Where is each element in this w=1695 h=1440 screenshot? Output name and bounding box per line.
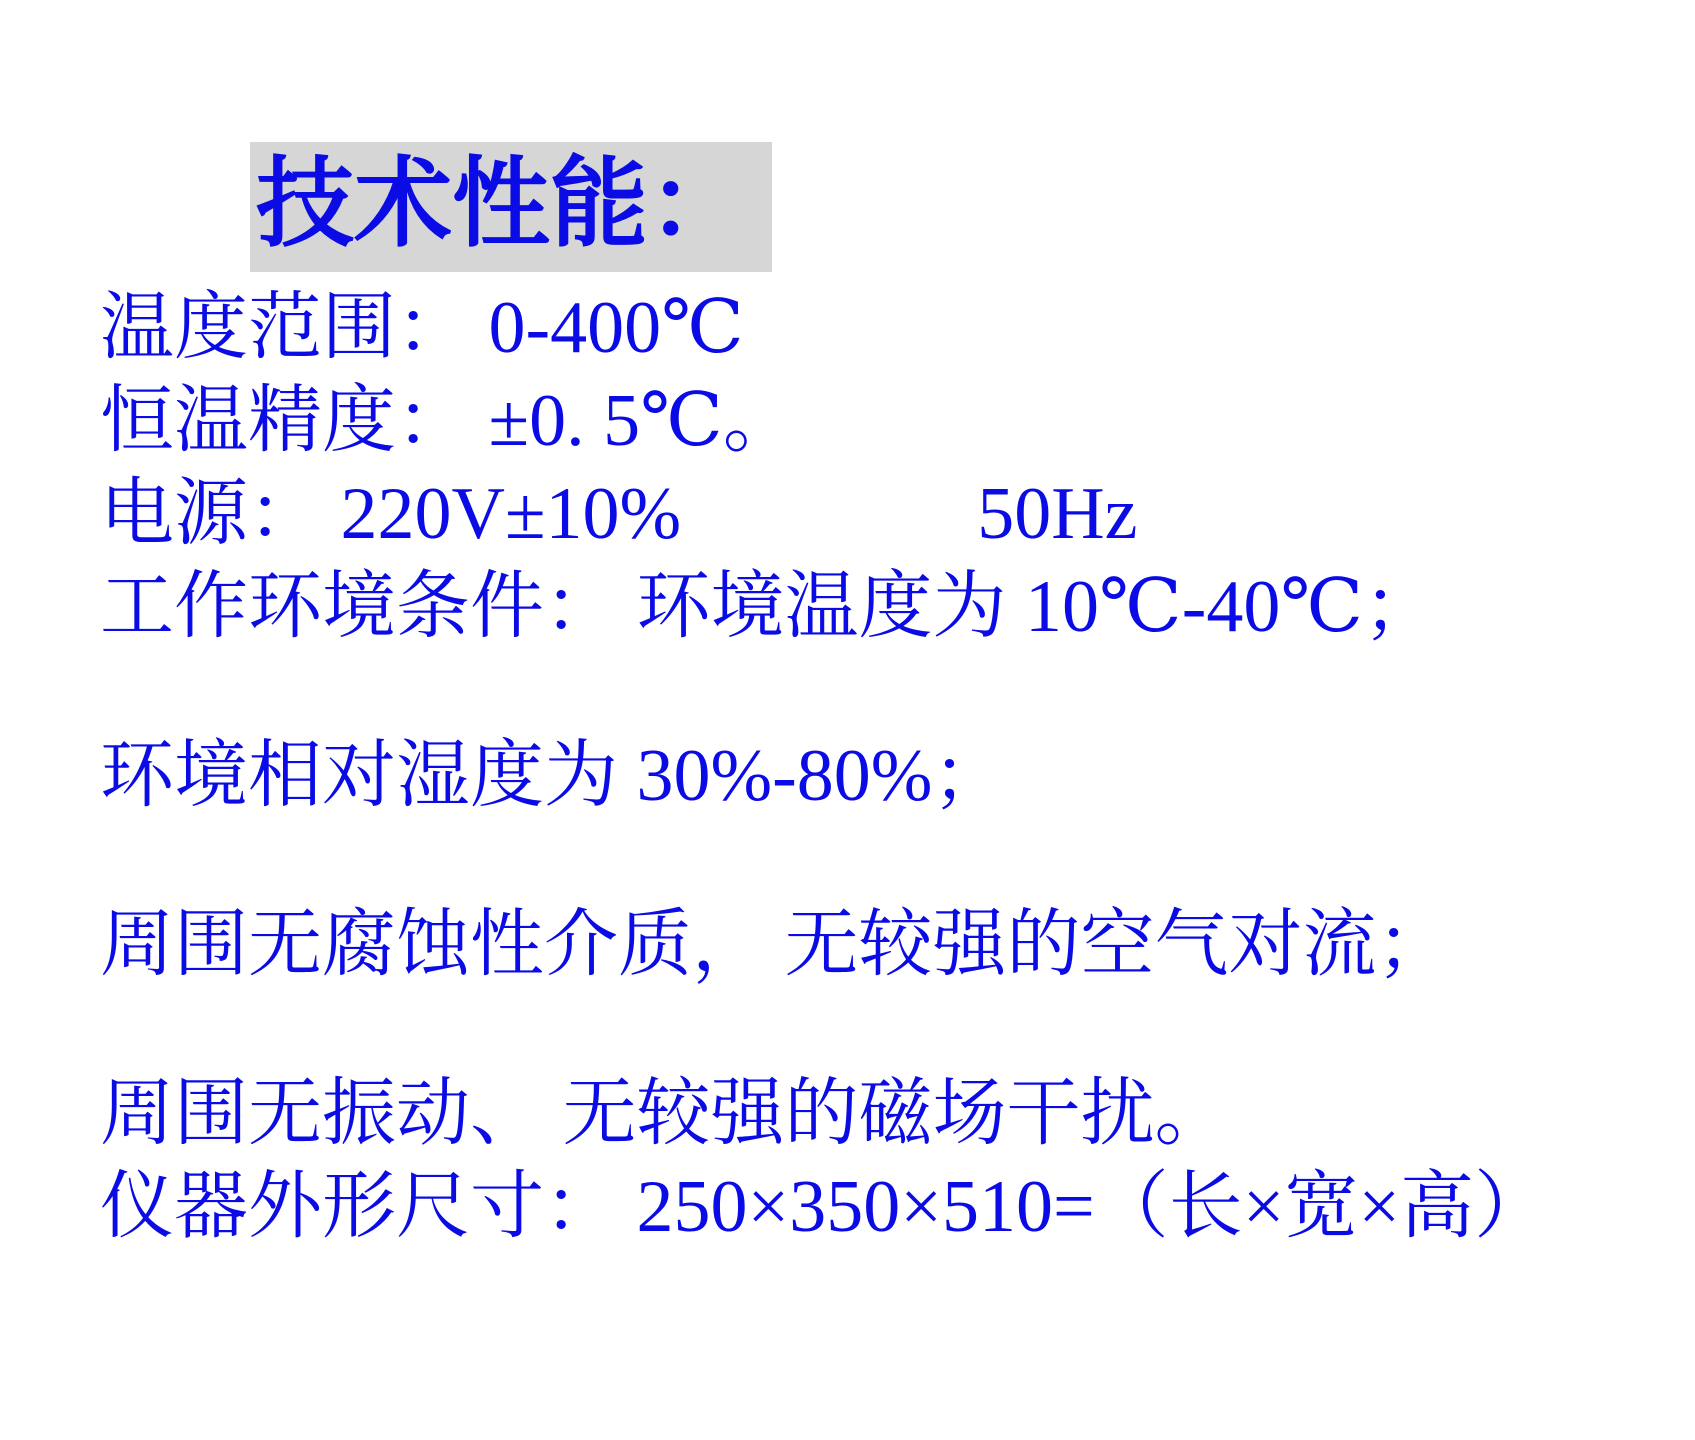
spec-line-working-environment: 工作环境条件： 环境温度为 10℃-40℃；: [100, 566, 1438, 648]
page-title: 技术性能：: [250, 142, 772, 272]
spec-line-no-vibration: 周围无振动、 无较强的磁场干扰。: [100, 1073, 1229, 1155]
spec-list: [100, 287, 1655, 1248]
spec-line-constant-temp-precision: 恒温精度： ±0. 5℃。: [100, 380, 797, 462]
spec-line-no-corrosive-media: 周围无腐蚀性介质， 无较强的空气对流；: [100, 904, 1451, 986]
spec-line-power-supply: 电源： 220V±10% 50Hz: [100, 473, 1138, 555]
spec-line-instrument-dimensions: 仪器外形尺寸： 250×350×510=（长×宽×高）: [100, 1166, 1549, 1248]
spec-line-temperature-range: 温度范围： 0-400℃: [100, 287, 744, 369]
spec-line-relative-humidity: 环境相对湿度为 30%-80%；: [100, 735, 1007, 817]
